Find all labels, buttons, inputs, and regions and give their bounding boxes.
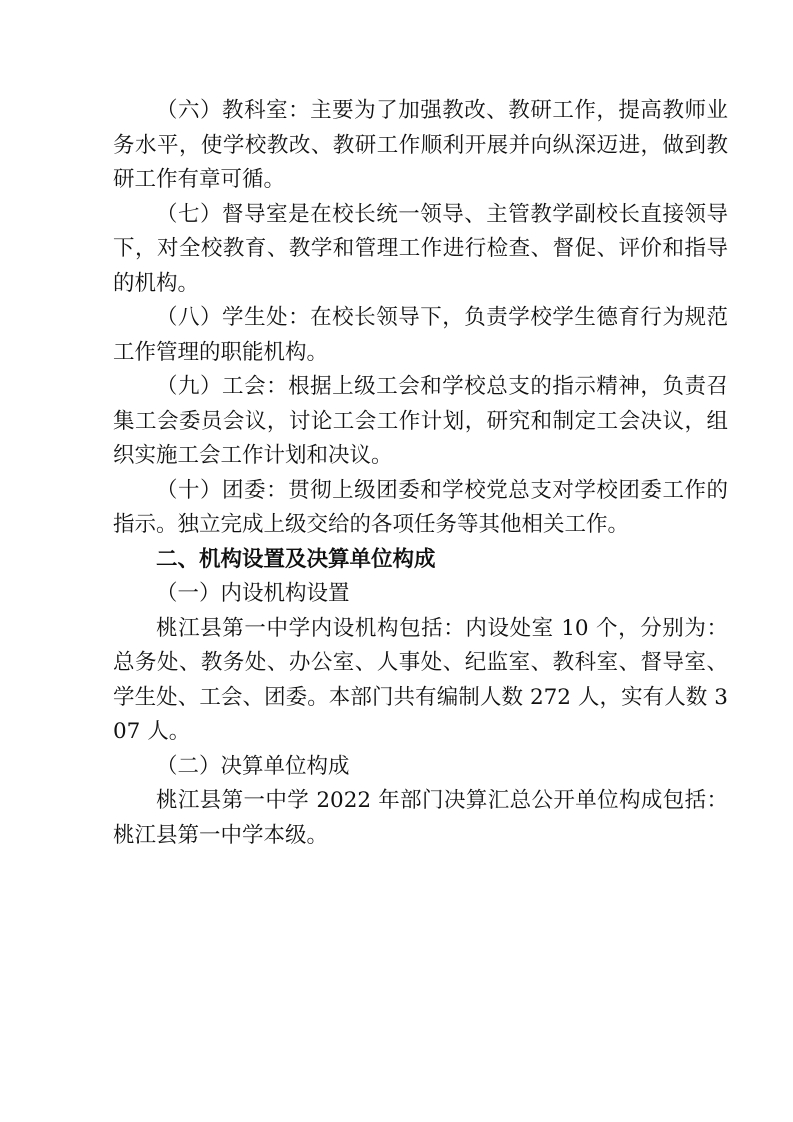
subsection-heading-final-accounts-units: （二）决算单位构成 bbox=[156, 753, 350, 779]
paragraph-duaodaoshi: （七）督导室是在校长统一领导、主管教学副校长直接领导下，对全校教育、教学和管理工作进行检查、督促、评价和指导的机构。 bbox=[113, 201, 728, 296]
paragraph-jiaokeshi: （六）教科室：主要为了加强教改、教研工作，提高教师业务水平，使学校教改、教研工作顺利开展并向纵深迈进，做到教研工作有章可循。 bbox=[113, 98, 728, 192]
paragraph-gonghui: （九）工会：根据上级工会和学校总支的指示精神，负责召集工会委员会议，讨论工会工作计划，研究和制定工会决议，组织实施工会工作计划和决议。 bbox=[113, 374, 728, 468]
paragraph-tuanwei: （十）团委：贯彻上级团委和学校党总支对学校团委工作的指示。独立完成上级交给的各项任务等其他相关工作。 bbox=[113, 477, 728, 537]
paragraph-xueshengchu: （八）学生处：在校长领导下，负责学校学生德育行为规范工作管理的职能机构。 bbox=[113, 305, 728, 365]
subsection-heading-internal-institutions: （一）内设机构设置 bbox=[156, 581, 350, 606]
document-page bbox=[113, 94, 728, 853]
paragraph-final-accounts-units: 桃江县第一中学 2022 年部门决算汇总公开单位构成包括：桃江县第一中学本级。 bbox=[113, 788, 728, 848]
paragraph-internal-institutions: 桃江县第一中学内设机构包括：内设处室 10 个，分别为：总务处、教务处、办公室、人事处、纪监室、教科室、督导室、学生处、工会、团委。本部门共有编制人数 272 人，实有人数 307 人。 bbox=[113, 615, 728, 744]
section-heading-institution-setup: 二、机构设置及决算单位构成 bbox=[156, 546, 436, 572]
